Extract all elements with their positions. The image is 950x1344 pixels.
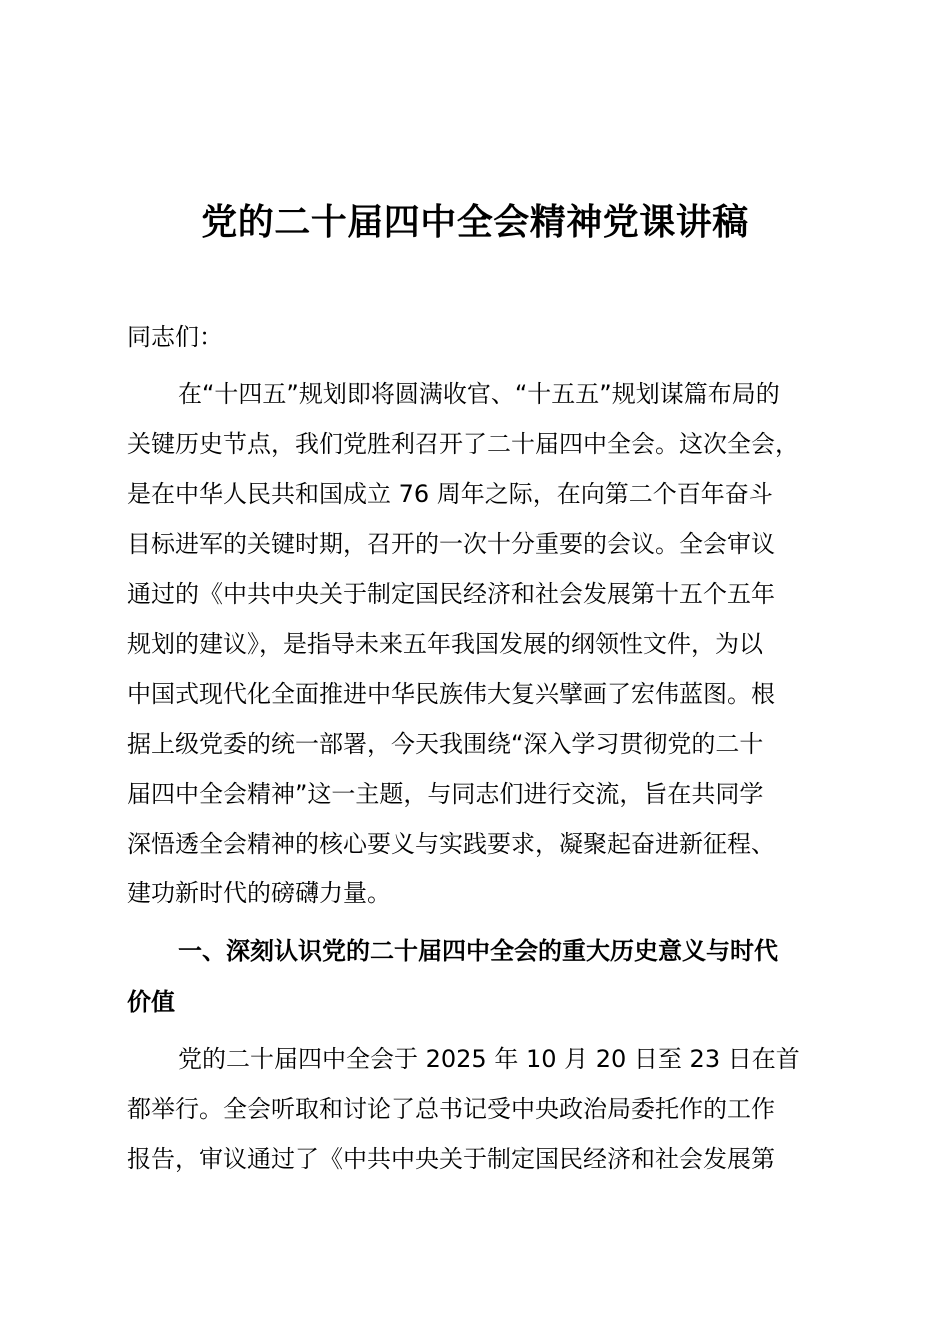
paragraph-line: 中国式现代化全面推进中华民族伟大复兴擘画了宏伟蓝图。根 (127, 680, 775, 708)
salutation: 同志们： (127, 323, 223, 351)
paragraph-line: 建功新时代的磅礴力量。 (127, 879, 391, 907)
heading-line: 一、深刻认识党的二十届四中全会的重大历史意义与时代 (178, 937, 778, 965)
heading-line: 价值 (127, 988, 175, 1016)
paragraph-line: 目标进军的关键时期，召开的一次十分重要的会议。全会审议 (127, 530, 775, 558)
paragraph-line: 在“十四五”规划即将圆满收官、“十五五”规划谋篇布局的 (178, 380, 780, 408)
paragraph-line: 规划的建议》，是指导未来五年我国发展的纲领性文件，为以 (127, 630, 763, 658)
paragraph-line: 关键历史节点，我们党胜利召开了二十届四中全会。这次全会， (127, 430, 799, 458)
paragraph-line: 据上级党委的统一部署，今天我围绕“深入学习贯彻党的二十 (127, 730, 764, 758)
paragraph-line: 届四中全会精神”这一主题，与同志们进行交流，旨在共同学 (127, 780, 764, 808)
document-title: 党的二十届四中全会精神党课讲稿 (201, 202, 749, 243)
paragraph-line: 党的二十届四中全会于 2025 年 10 月 20 日至 23 日在首 (178, 1045, 800, 1073)
paragraph-line: 通过的《中共中央关于制定国民经济和社会发展第十五个五年 (127, 580, 775, 608)
paragraph-line: 都举行。全会听取和讨论了总书记受中央政治局委托作的工作 (127, 1095, 775, 1123)
paragraph-line: 是在中华人民共和国成立 76 周年之际，在向第二个百年奋斗 (127, 480, 773, 508)
paragraph-line: 深悟透全会精神的核心要义与实践要求，凝聚起奋进新征程、 (127, 830, 775, 858)
paragraph-line: 报告，审议通过了《中共中央关于制定国民经济和社会发展第 (127, 1145, 775, 1173)
